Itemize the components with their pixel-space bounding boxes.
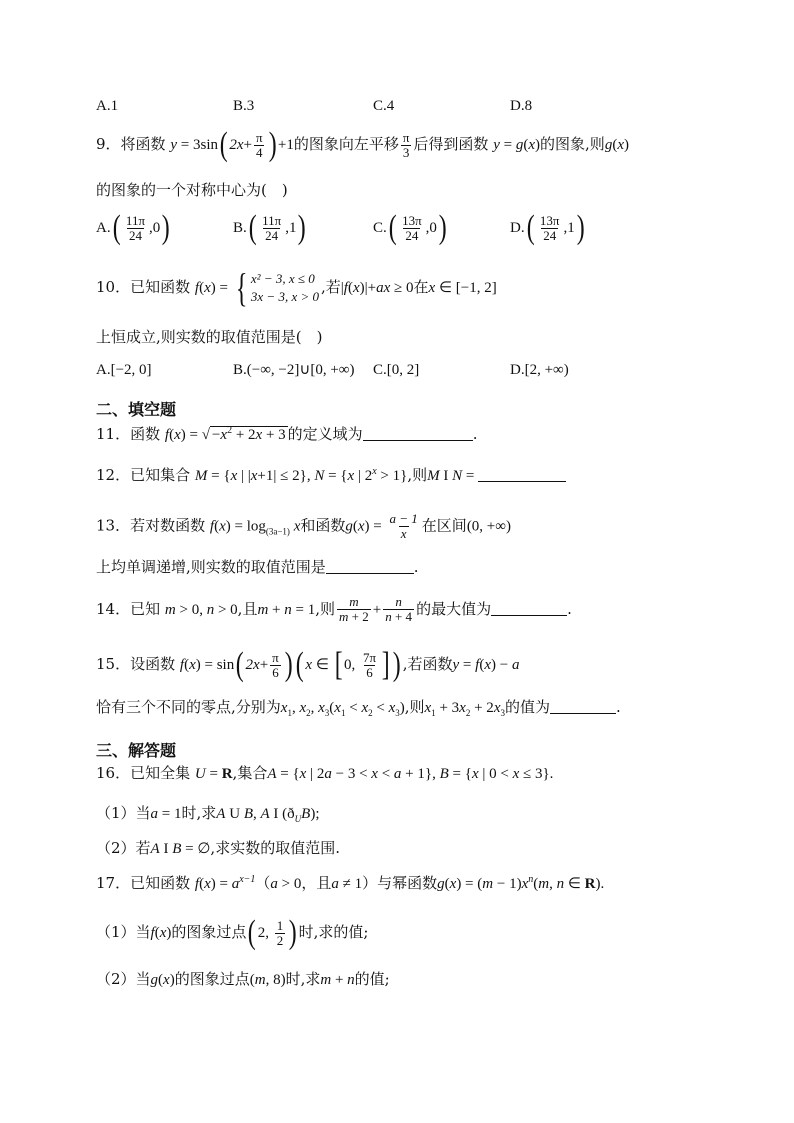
q10-option-b: B.(−∞, −2]∪[0, +∞) bbox=[233, 362, 355, 378]
q9-option-a: A.( $\frac{11\pi}{24}$ ,0) bbox=[96, 209, 170, 246]
q16-stem: 16．已知全集 U = R,集合A = {x | 2a − 3 < x < a + 1}, B = {x | 0 < x ≤ 3}. bbox=[96, 764, 554, 782]
q10-option-a: A.[−2, 0] bbox=[96, 362, 152, 378]
q17-part2: （2）当g(x)的图象过点(m, 8)时,求m + n的值; bbox=[96, 970, 390, 988]
q10-option-d: D.[2, +∞) bbox=[510, 362, 569, 378]
q14: 14．已知 m > 0, n > 0,且m + n = 1,则 $\frac{m}{m + 2}$ + $\frac{n}{n + 4}$ 的最大值为 . bbox=[96, 594, 572, 624]
q8-option-b: B.3 bbox=[233, 98, 255, 114]
q13-line1: 13．若对数函数 $f(x) = \log_{(3a-1)} x$和函数g(x) = $\frac{a - 1}{x}$ 在区间(0, +∞) bbox=[96, 511, 511, 541]
q8-option-c: C.4 bbox=[373, 98, 395, 114]
q11: 11．函数 f(x) = √ $-x^2 + 2x + 3$ 的定义域为 . bbox=[96, 425, 478, 443]
q9-option-d: D.( $\frac{13\pi}{24}$ ,1) bbox=[510, 209, 585, 246]
q12: 12．已知集合 M = {x | |x+1| ≤ 2}, N = {x | $2^x > 1$},则M I N = bbox=[96, 465, 566, 486]
q10-line1: 10．已知函数 f(x) = { x² − 3, x ≤ 0 3x − 3, x > 0 ,若|f(x)|+ax ≥ 0在x ∈ [−1, 2] bbox=[96, 265, 497, 310]
q17-stem: 17．已知函数 $f(x) = a^{x-1}(a > 0$，且a ≠ 1）与幂函数$g(x) = (m - 1)x^n(m$, n ∈ R). bbox=[96, 874, 605, 892]
section-fill-in-title: 二、填空题 bbox=[96, 400, 177, 419]
q10-option-c: C.[0, 2] bbox=[373, 362, 420, 378]
q13-line2: 上均单调递增,则实数的取值范围是 . bbox=[96, 558, 419, 576]
q9-line1: 9．将函数 y = 3sin( 2x+ $\frac{\pi}{4}$ ) +1的图象向左平移 $\frac{\pi}{3}$ 后得到函数 y = g(x)的图象,则g(x) bbox=[96, 126, 629, 163]
q15-line2: 恰有三个不同的零点,分别为$x_1$, $x_2$, $x_3(x_1 < x_2 < x_3)$,则$x_1 + 3x_2 + 2x_3$的值为 . bbox=[96, 698, 621, 718]
q8-option-a: A.1 bbox=[96, 98, 119, 114]
q9-line2: 的图象的一个对称中心为( ) bbox=[96, 181, 288, 199]
q10-line2: 上恒成立,则实数的取值范围是( ) bbox=[96, 328, 323, 346]
section-answer-title: 三、解答题 bbox=[96, 741, 177, 760]
q16-part1: （1）当a = 1时,求A U B, A I $(ð_UB)$; bbox=[96, 804, 320, 824]
q17-part1: （1）当f(x)的图象过点( 2, $\frac{1}{2}$ ) 时,求的值; bbox=[96, 914, 369, 951]
q16-part2: （2）若A I B = ∅,求实数的取值范围. bbox=[96, 839, 340, 857]
q8-option-d: D.8 bbox=[510, 98, 533, 114]
q15-line1: 15．设函数 f(x) = sin( 2x+ $\frac{\pi}{6}$ )( x ∈ [ 0, $\frac{7\pi}{6}$ ]) ,若函数y = f(x) − a bbox=[96, 646, 520, 683]
q9-option-b: B.( $\frac{11\pi}{24}$ ,1) bbox=[233, 209, 307, 246]
q9-option-c: C.( $\frac{13\pi}{24}$ ,0) bbox=[373, 209, 447, 246]
